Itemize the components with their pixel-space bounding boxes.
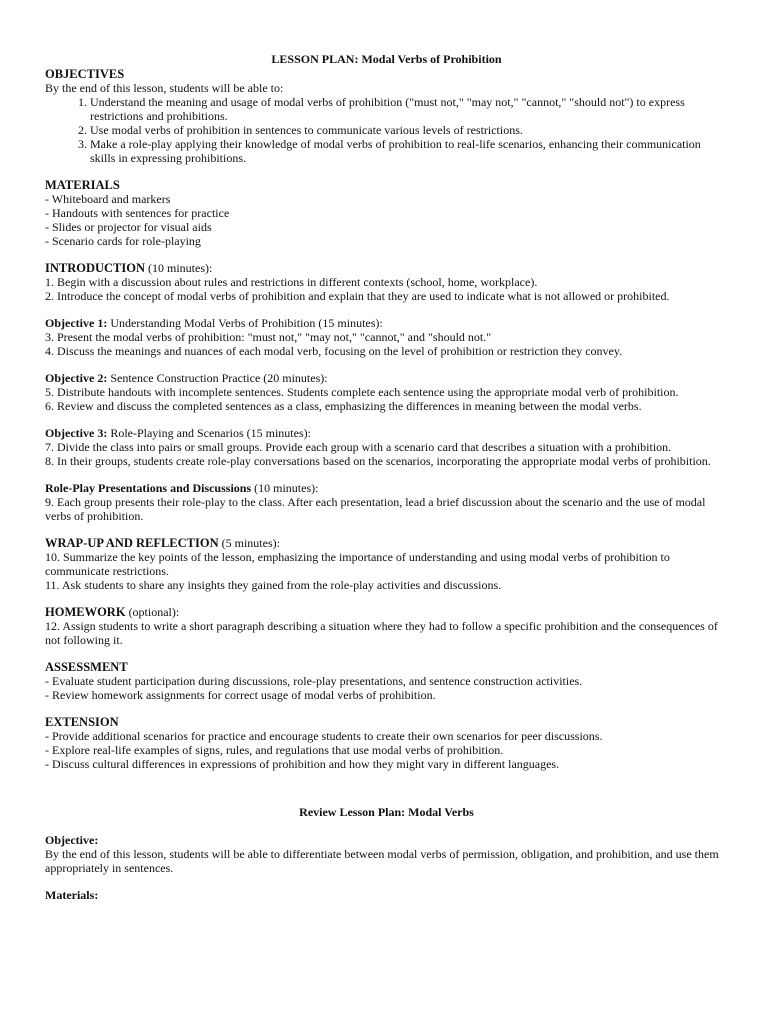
step-item: 2. Introduce the concept of modal verbs of prohibition and explain that they are used to indicate what is not allowed or prohibited. <box>45 289 670 303</box>
review-title: Review Lesson Plan: Modal Verbs <box>299 805 474 819</box>
step-item: 4. Discuss the meanings and nuances of each modal verb, focusing on the level of prohibition or restriction they convey. <box>45 344 623 358</box>
step-item: 6. Review and discuss the completed sentences as a class, emphasizing the differences in meaning between the modal verbs. <box>45 399 642 413</box>
materials-heading: MATERIALS <box>45 178 120 192</box>
step-item: 10. Summarize the key points of the lesson, emphasizing the importance of understanding and using modal verbs of prohibition to communicate restrictions. <box>45 550 670 578</box>
review-objective-heading: Objective: <box>45 833 99 847</box>
wrapup-duration: (5 minutes): <box>218 536 280 550</box>
step-item: 7. Divide the class into pairs or small groups. Provide each group with a scenario card that describes a situation with a prohibition. <box>45 440 672 454</box>
extension-item: - Discuss cultural differences in expressions of prohibition and how they might vary in different languages. <box>45 757 560 771</box>
review-objective-text: By the end of this lesson, students will be able to differentiate between modal verbs of permission, obligation, and prohibition, and use them appropriately in sentences. <box>45 847 719 875</box>
objective1-label: Understanding Modal Verbs of Prohibition (15 minutes): <box>107 316 383 330</box>
step-item: 9. Each group presents their role-play to the class. After each presentation, lead a brief discussion about the scenario and the use of modal verbs of prohibition. <box>45 495 706 523</box>
step-item: 3. Present the modal verbs of prohibition: "must not," "may not," "cannot," and "should not." <box>45 330 492 344</box>
lesson-title: LESSON PLAN: Modal Verbs of Prohibition <box>271 52 502 66</box>
objective-item: 1. Understand the meaning and usage of modal verbs of prohibition ("must not," "may not," "cannot," "should not") to express restrictions and prohibitions. <box>90 95 728 123</box>
objective3-heading: Objective 3: <box>45 426 108 440</box>
homework-header <box>45 605 728 619</box>
step-item: 12. Assign students to write a short paragraph describing a situation where they had to follow a specific prohibition and the consequences of not following it. <box>45 619 718 647</box>
roleplay-heading: Role-Play Presentations and Discussions <box>45 481 252 495</box>
objectives-heading: OBJECTIVES <box>45 67 125 81</box>
wrapup-heading: WRAP-UP AND REFLECTION <box>45 536 219 550</box>
introduction-header <box>45 261 728 275</box>
assessment-item: - Review homework assignments for correct usage of modal verbs of prohibition. <box>45 688 436 702</box>
roleplay-header <box>45 481 728 495</box>
objective2-label: Sentence Construction Practice (20 minutes): <box>107 371 328 385</box>
material-item: - Scenario cards for role-playing <box>45 234 201 248</box>
wrapup-header <box>45 536 728 550</box>
objective1-heading: Objective 1: <box>45 316 108 330</box>
material-item: - Handouts with sentences for practice <box>45 206 230 220</box>
extension-item: - Provide additional scenarios for practice and encourage students to create their own scenarios for peer discussions. <box>45 729 603 743</box>
objective3-header <box>45 426 728 440</box>
extension-item: - Explore real-life examples of signs, rules, and regulations that use modal verbs of prohibition. <box>45 743 504 757</box>
objective3-label: Role-Playing and Scenarios (15 minutes): <box>107 426 311 440</box>
objective-item: 3. Make a role-play applying their knowledge of modal verbs of prohibition to real-life scenarios, enhancing their communication skills in expressing prohibitions. <box>90 137 728 165</box>
materials-list <box>45 192 728 248</box>
material-item: - Whiteboard and markers <box>45 192 171 206</box>
step-item: 8. In their groups, students create role-play conversations based on the scenarios, incorporating the appropriate modal verbs of prohibition. <box>45 454 711 468</box>
objectives-intro: By the end of this lesson, students will be able to: <box>45 81 284 95</box>
homework-duration: (optional): <box>125 605 180 619</box>
objective1-header <box>45 316 728 330</box>
roleplay-duration: (10 minutes): <box>251 481 319 495</box>
objective-item: 2. Use modal verbs of prohibition in sentences to communicate various levels of restrictions. <box>90 123 728 137</box>
step-item: 11. Ask students to share any insights they gained from the role-play activities and discussions. <box>45 578 502 592</box>
step-item: 5. Distribute handouts with incomplete sentences. Students complete each sentence using the appropriate modal verb of prohibition. <box>45 385 679 399</box>
objective2-header <box>45 371 728 385</box>
review-materials-heading: Materials: <box>45 888 99 902</box>
objective2-heading: Objective 2: <box>45 371 108 385</box>
assessment-heading: ASSESSMENT <box>45 660 128 674</box>
introduction-heading: INTRODUCTION <box>45 261 146 275</box>
step-item: 1. Begin with a discussion about rules and restrictions in different contexts (school, home, workplace). <box>45 275 538 289</box>
homework-heading: HOMEWORK <box>45 605 126 619</box>
objectives-list <box>45 95 728 165</box>
material-item: - Slides or projector for visual aids <box>45 220 212 234</box>
assessment-item: - Evaluate student participation during discussions, role-play presentations, and sentence construction activities. <box>45 674 583 688</box>
introduction-duration: (10 minutes): <box>145 261 213 275</box>
extension-heading: EXTENSION <box>45 715 119 729</box>
